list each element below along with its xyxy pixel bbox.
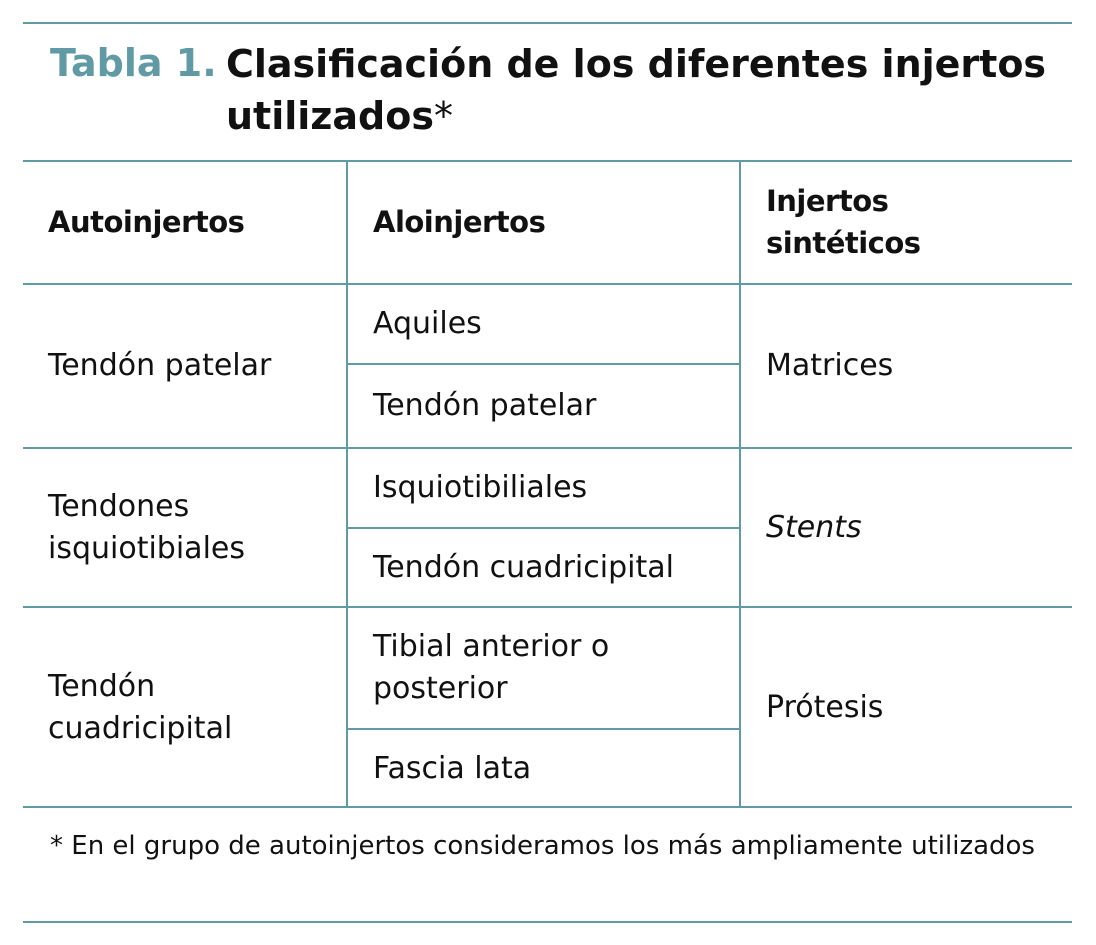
sintetico-cell: Matrices xyxy=(740,284,1072,448)
footnote: * En el grupo de autoinjertos consideramos los más ampliamente utilizados xyxy=(50,831,1035,861)
header-sinteticos xyxy=(740,161,1072,284)
header-sinteticos-label: Injertos sintéticos xyxy=(766,184,921,260)
table-number: Tabla 1. xyxy=(50,41,217,85)
header-autoinjertos: Autoinjertos xyxy=(48,205,245,239)
table-bottom-rule xyxy=(23,806,1072,808)
table-row xyxy=(23,284,1072,364)
aloinjerto-cell: Aquiles xyxy=(347,284,740,364)
bottom-rule xyxy=(23,921,1072,923)
title-asterisk: * xyxy=(433,94,453,138)
aloinjerto-cell: Tendón cuadricipital xyxy=(347,528,740,607)
autoinjerto-label: Tendón cuadricipital xyxy=(48,669,233,746)
aloinjerto-cell: Fascia lata xyxy=(347,729,740,808)
sintetico-cell: Prótesis xyxy=(740,607,1072,808)
aloinjerto-cell: Isquiotibiliales xyxy=(347,448,740,528)
top-rule xyxy=(23,22,1072,24)
aloinjerto-cell: Tendón patelar xyxy=(347,364,740,448)
autoinjerto-cell: Tendón patelar xyxy=(23,284,347,448)
table-row xyxy=(23,607,1072,729)
table-row xyxy=(23,448,1072,528)
autoinjerto-cell xyxy=(23,607,347,808)
table-title-text: Clasificación de los diferentes injertos utilizados xyxy=(226,42,1047,138)
graft-classification-table xyxy=(23,161,1072,808)
header-aloinjertos: Aloinjertos xyxy=(347,161,740,284)
sintetico-cell: Stents xyxy=(740,448,1072,607)
autoinjerto-cell xyxy=(23,448,347,607)
aloinjerto-label: Tibial anterior o posterior xyxy=(373,629,610,706)
header-row xyxy=(23,161,1072,284)
aloinjerto-cell xyxy=(347,607,740,729)
table-title xyxy=(226,38,1066,142)
autoinjerto-label: Tendones isquiotibiales xyxy=(48,488,245,566)
